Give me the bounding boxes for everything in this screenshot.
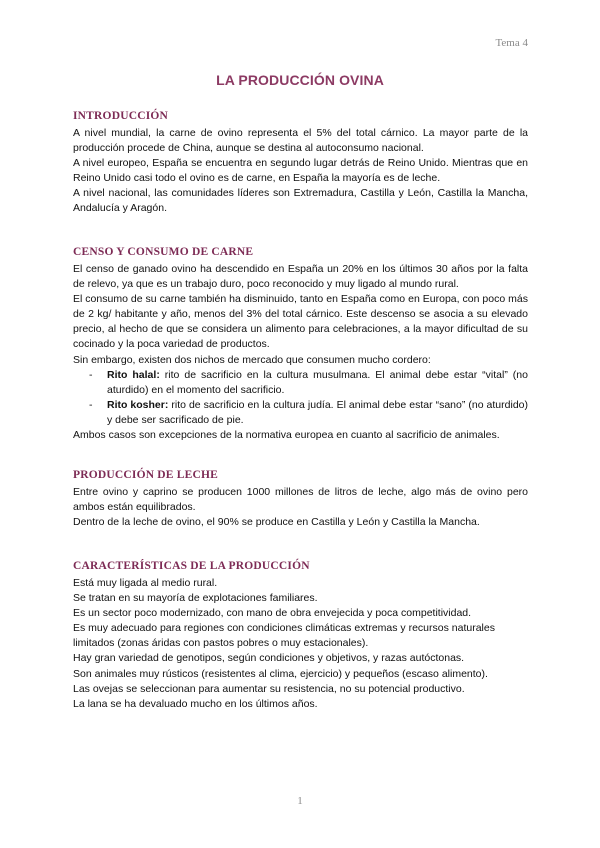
section-censo-consumo: [73, 246, 528, 443]
paragraph: Ambos casos son excepciones de la normativa europea en cuanto al sacrificio de animales.: [73, 429, 500, 442]
section-heading: INTRODUCCIÓN: [73, 110, 169, 122]
section-heading: PRODUCCIÓN DE LECHE: [73, 469, 219, 481]
bullet-term: Rito kosher:: [107, 398, 169, 411]
paragraph: El consumo de su carne también ha disminuido, tanto en España como en Europa, con poco más de 2 kg/ habitante y año, menos del 3% del total cárnico. Este descenso se asocia a su elevado precio, al hecho de que se considera un alimento para celebraciones, a la mayor dificultad de su cocinado y la poca variedad de productos.: [73, 293, 528, 351]
section-heading: CENSO Y CONSUMO DE CARNE: [73, 246, 254, 258]
section-caracteristicas: [73, 560, 528, 712]
paragraph: Es muy adecuado para regiones con condiciones climáticas extremas y recursos naturales limitados (zonas áridas con pastos pobres o muy estacionales).: [73, 622, 495, 650]
bullet-term: Rito halal:: [107, 368, 160, 381]
document-title: LA PRODUCCIÓN OVINA: [216, 72, 384, 88]
paragraph: Dentro de la leche de ovino, el 90% se produce en Castilla y León y Castilla la Mancha.: [73, 516, 480, 529]
paragraph: Las ovejas se seleccionan para aumentar su resistencia, no su potencial productivo.: [73, 682, 465, 695]
section-introduccion: [73, 110, 528, 217]
page-number: 1: [297, 795, 303, 807]
paragraph: Entre ovino y caprino se producen 1000 millones de litros de leche, algo más de ovino pero ambos están equilibrados.: [73, 486, 528, 514]
section-produccion-leche: [73, 469, 528, 530]
dash-bullet: -: [89, 398, 93, 411]
bullet-text: rito de sacrificio en la cultura musulmana. El animal debe estar “vital” (no aturdido) en el momento del sacrificio.: [107, 368, 528, 396]
paragraph: Está muy ligada al medio rural.: [73, 577, 218, 589]
section-heading: CARACTERÍSTICAS DE LA PRODUCCIÓN: [73, 560, 310, 572]
paragraph: Es un sector poco modernizado, con mano de obra envejecida y poca competitividad.: [73, 607, 472, 620]
list-item: [73, 398, 528, 428]
paragraph: Hay gran variedad de genotipos, según condiciones y objetivos, y razas autóctonas.: [73, 652, 465, 665]
paragraph: La lana se ha devaluado mucho en los últimos años.: [73, 697, 318, 710]
list-item: [73, 368, 528, 398]
header-topic: Tema 4: [495, 37, 528, 49]
paragraph: A nivel mundial, la carne de ovino representa el 5% del total cárnico. La mayor parte de la producción procede de China, aunque se destina al autoconsumo nacional.: [73, 127, 528, 155]
paragraph: A nivel nacional, las comunidades líderes son Extremadura, Castilla y León, Castilla la Mancha, Andalucía y Aragón.: [73, 187, 528, 215]
bullet-list: [73, 368, 528, 428]
paragraph: Sin embargo, existen dos nichos de mercado que consumen mucho cordero:: [73, 353, 431, 366]
paragraph: El censo de ganado ovino ha descendido en España un 20% en los últimos 30 años por la falta de relevo, ya que es un trabajo duro, poco reconocido y muy ligado al mundo rural.: [73, 263, 528, 291]
paragraph: A nivel europeo, España se encuentra en segundo lugar detrás de Reino Unido. Mientras que en Reino Unido casi todo el ovino es de carne, en España la mayoría es de leche.: [73, 157, 528, 185]
paragraph: Son animales muy rústicos (resistentes al clima, ejercicio) y pequeños (escaso alimento).: [73, 667, 488, 680]
paragraph: Se tratan en su mayoría de explotaciones familiares.: [73, 592, 318, 605]
dash-bullet: -: [89, 368, 93, 381]
bullet-text: rito de sacrificio en la cultura judía. El animal debe estar “sano” (no aturdido) y debe ser sacrificado de pie.: [107, 398, 528, 426]
